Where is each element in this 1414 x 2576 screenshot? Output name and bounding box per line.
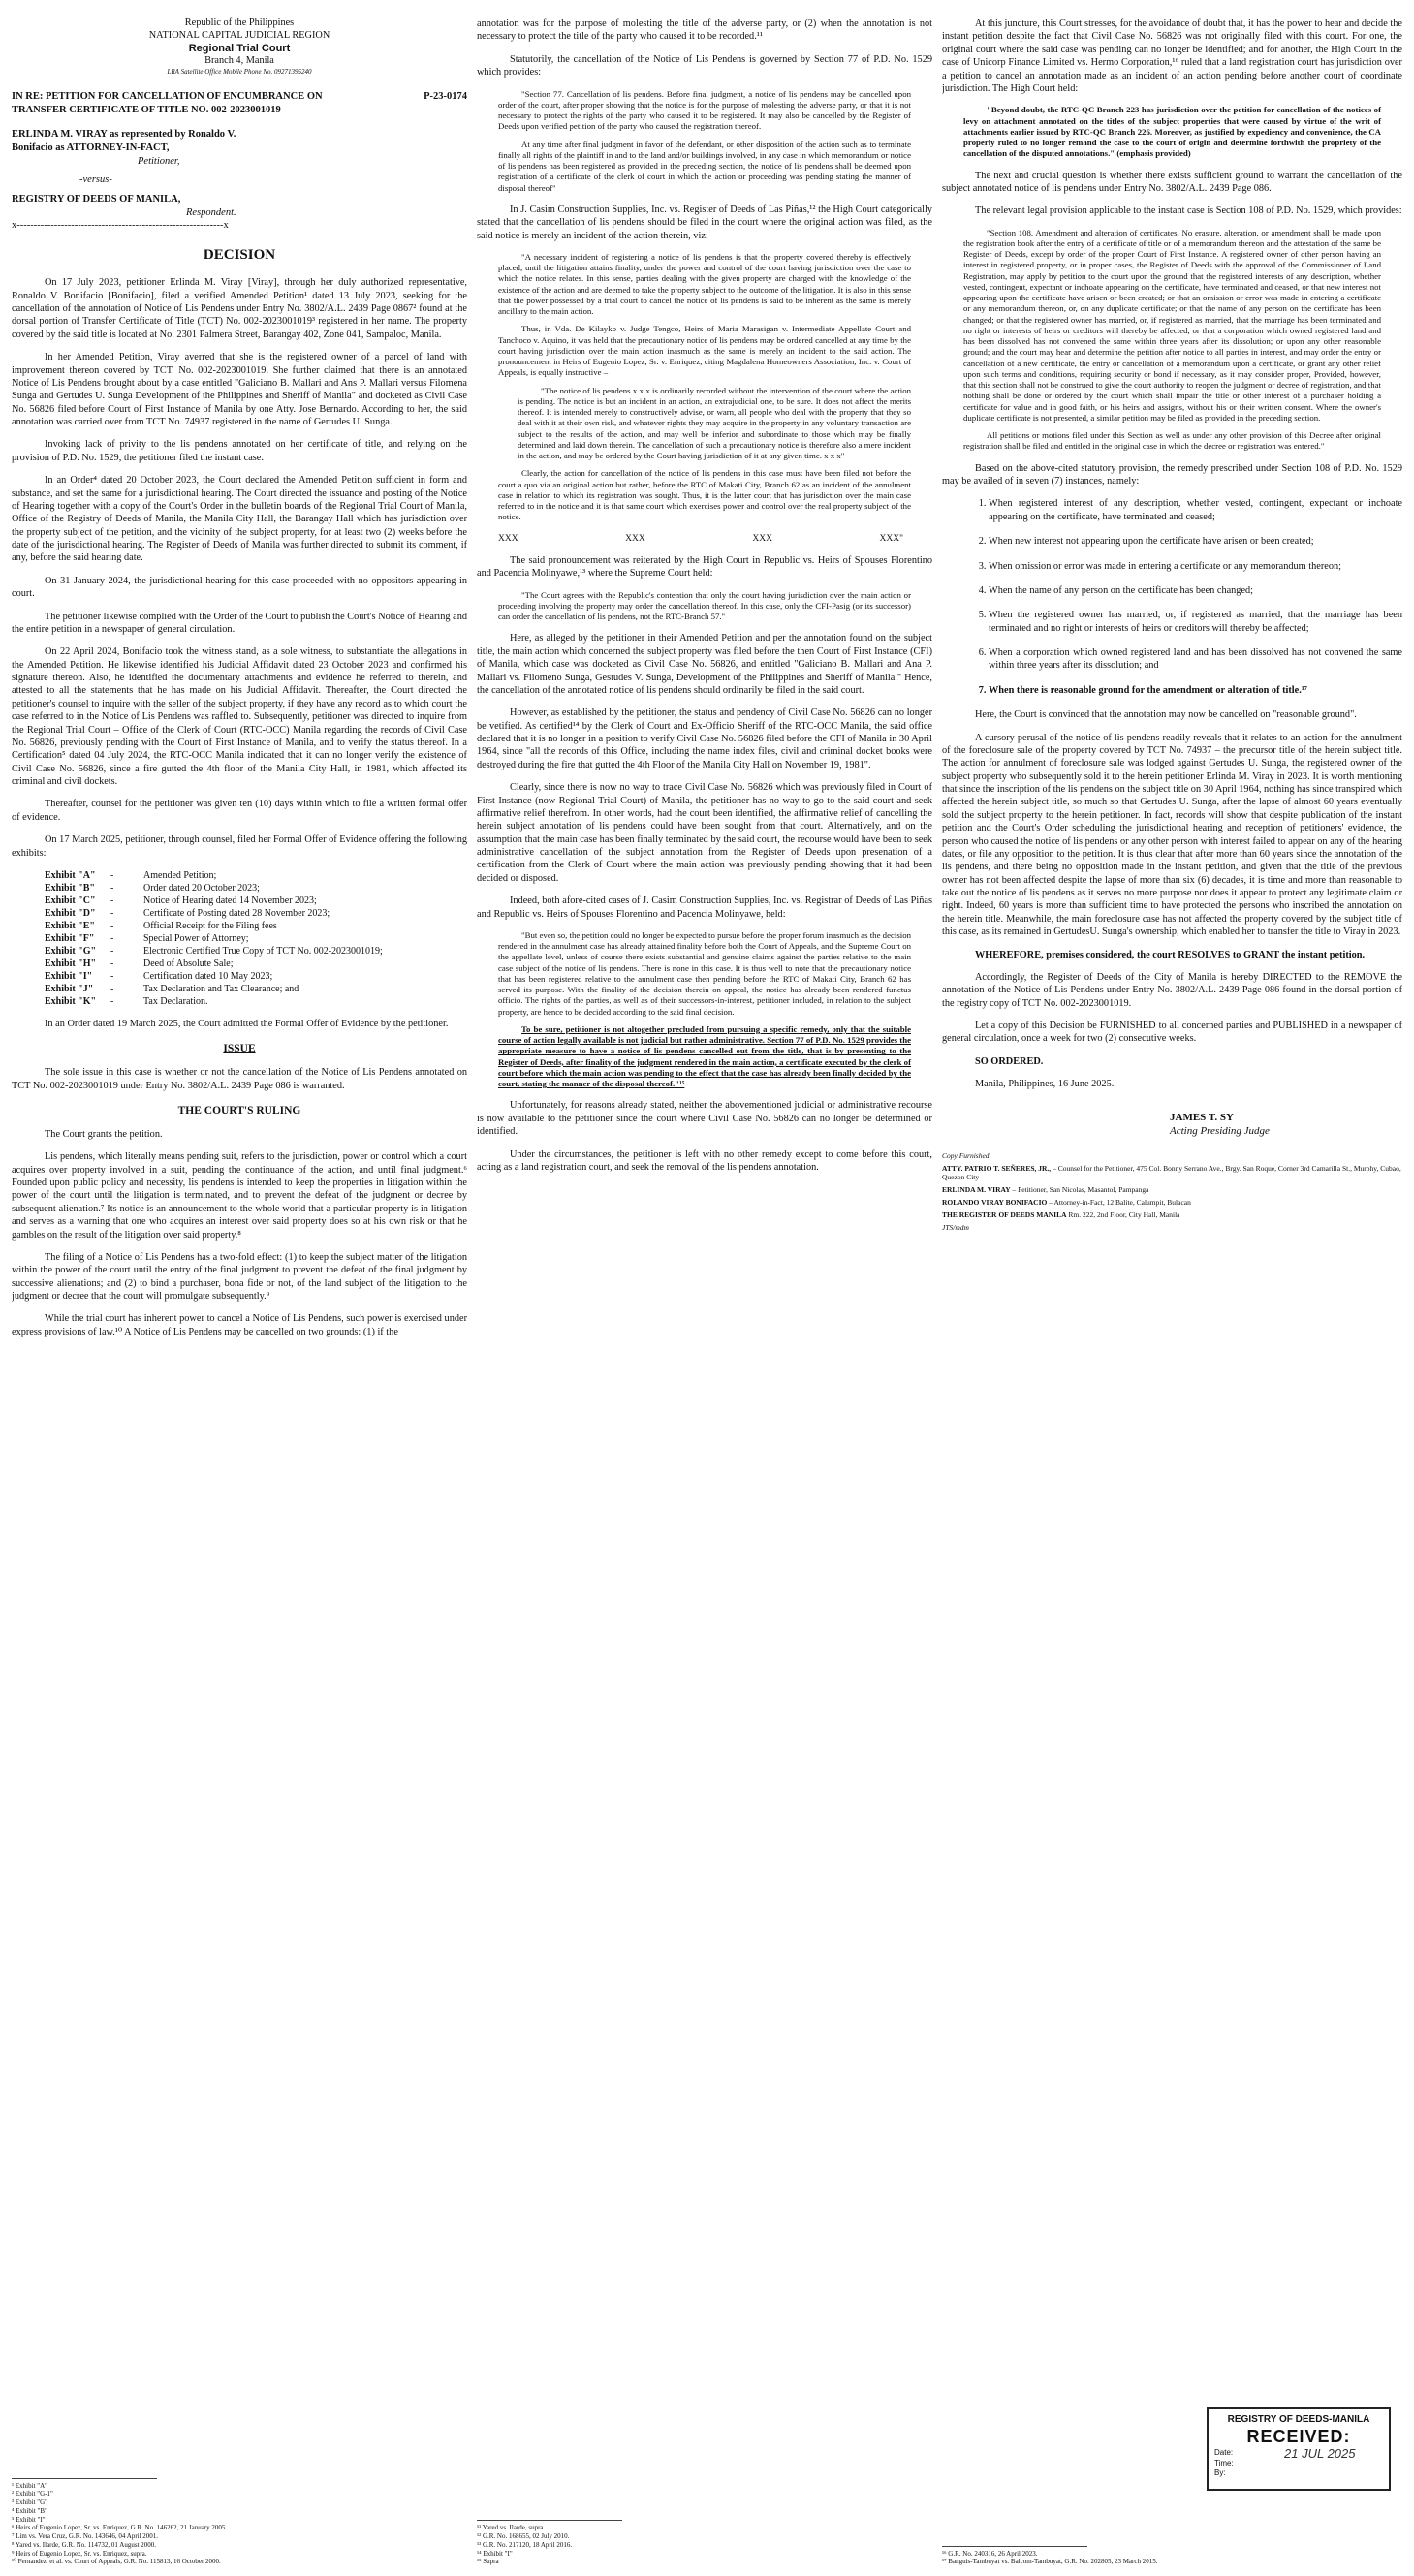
footnote: ¹ Exhibit "A" [12, 2481, 47, 2490]
copy-entry-name: ROLANDO VIRAY BONIFACIO [942, 1198, 1048, 1208]
court-header [12, 17, 467, 77]
footnotes [477, 2520, 622, 2566]
stamp-date-label: Date: [1214, 2448, 1234, 2458]
exhibit-key: Exhibit "G" [45, 945, 97, 957]
exhibit-key: Exhibit "A" [45, 869, 96, 881]
remedy-item: 6. When a corporation which owned registered land and has been dissolved has not convened the same within three years after its dissolution; and [989, 646, 1402, 673]
stamp-time-label: Time: [1214, 2458, 1234, 2467]
paragraph: Statutorily, the cancellation of the Notice of Lis Pendens is governed by Section 77 of P.D. No. 1529 which provides: [477, 53, 932, 79]
paragraph: On 31 January 2024, the jurisdictional hearing for this case proceeded with no oppositors appearing in court. [12, 575, 467, 600]
paragraph: Thereafter, counsel for the petitioner was given ten (10) days within which to file a written formal offer of evidence. [12, 799, 467, 823]
omission-mark: XXX [752, 533, 772, 544]
quote-paragraph: "The notice of lis pendens x x x is ordinarily recorded without the intervention of the court where the action is pending. The notice is but an incident in an action, an extrajudicial one, to be sure. It does not affect the merits thereof. It is intended merely to constructively advise, or warn, all people who deal with the property that they so deal with it at their own risk, and whatever rights they may acquire in the property in any voluntary transaction are subject to the results of the action, and may well be inferior and subordinate to those which may be finally determined and laid down therein. The cancellation of such a precautionary notice is therefore also a mere incident in the action, and may be ordered by the Court having jurisdiction of it at any given time. x x x" [518, 385, 911, 461]
exhibit-desc: Official Receipt for the Filing fees [143, 920, 277, 931]
exhibit-row: Exhibit "D" - Certificate of Posting dated 28 November 2023; [45, 907, 389, 920]
remedy-list [942, 497, 1402, 697]
paragraph: Invoking lack of privity to the lis pendens annotated on her certificate of title, and relying on the provision of P.D. No. 1529, the petitioner filed the instant case. [12, 439, 467, 463]
footnote: ⁸ Yared vs. Ilarde, G.R. No. 114732, 01 August 2000. [12, 2540, 156, 2549]
exhibit-key: Exhibit "F" [45, 932, 95, 944]
exhibit-key: Exhibit "E" [45, 920, 95, 931]
paragraph: However, as established by the petitioner, the status and pendency of Civil Case No. 56826 can no longer be vetified. As certified¹⁴ by the Clerk of Court and Ex-Officio Sheriff of the RTC-OCC Manila, the said office declared that it is no longer in a position to verify Civil Case No. 56826 filed before the CFI of Manila in 30 April 1964, since "all the records of this Office, including the name index files, civil and criminal docket books were destroyed during the fire that gutted the 4th Floor of the Manila City Hall on November 19, 1981". [477, 707, 932, 770]
paragraph: The next and crucial question is whether there exists sufficient ground to warrant the cancellation of the subject annotated notice of lis pendens under Entry No. 3802/A.L. 2439 Page 086. [942, 170, 1402, 194]
stamp-handwritten-date: 21 JUL 2025 [1284, 2446, 1356, 2461]
judge-role: Acting Presiding Judge [1170, 1124, 1270, 1137]
paragraph: The petitioner likewise complied with the Order of the Court to publish the Court's Notice of Hearing and the entire petition in a newspaper of general circulation. [12, 611, 467, 635]
footnote: ⁷ Lim vs. Vera Cruz, G.R. No. 143646, 04 April 2001. [12, 2532, 159, 2540]
copy-entry-detail: – Petitioner, San Nicolas, Masantol, Pampanga [1012, 1185, 1149, 1195]
exhibit-key: Exhibit "J" [45, 983, 94, 994]
exhibit-key: Exhibit "B" [45, 882, 95, 894]
footnotes [942, 2546, 1158, 2567]
paragraph: The said pronouncement was reiterated by the High Court in Republic vs. Heirs of Spouses Florentino and Pacencia Molinyawe,¹³ where the Supreme Court held: [477, 554, 932, 580]
paragraph: Under the circumstances, the petitioner is left with no other remedy except to come before this court, acting as a land registration court, and seek the removal of the lis pendens annotation. [477, 1148, 932, 1173]
block-quote [963, 105, 1381, 159]
exhibit-row: Exhibit "B" - Order dated 20 October 2023; [45, 882, 389, 895]
exhibit-desc: Special Power of Attorney; [143, 932, 249, 944]
block-quote [498, 930, 911, 1090]
quote-paragraph: "The Court agrees with the Republic's contention that only the court having jurisdiction over the main action or proceeding involving the property may order the cancellation thereof. In this case, only the CFI-Pasig (or its successor) can order the cancellation of lis pendens, not the RTC-Branch 57." [498, 589, 911, 622]
footnote: ¹⁵ Supra [477, 2558, 499, 2566]
decision-title: DECISION [203, 246, 276, 263]
exhibit-desc: Notice of Hearing dated 14 November 2023; [143, 895, 317, 906]
quote-paragraph: "A necessary incident of registering a notice of lis pendens is that the property covered thereby is effectively placed, until the litigation attains finality, under the power and control of the court having jurisdiction over the case to which the notice relates. In this sense, parties dealing with the given property are charged with the knowledge of the existence of the action and are deemed to take the property subject to the outcome of the litigation. It is also in this sense that the power possessed by a trial court to cancel the notice of lis pendens is said to be inherent as the same is merely ancillary to the main action. [498, 251, 911, 317]
paragraph: Here, as alleged by the petitioner in their Amended Petition and per the annotation found on the subject title, the main action which concerned the subject property was filed before the then Court of First Instance (CFI) of Manila, which case was docketed as Civil Case No. 56826, and entitled "Galiciano B. Mallari and Ana P. Mallari vs. Filomeno Sunga, Gestudes V. Sunga, Development of the Philippines and Sheriff of Manila." Hence, the cancellation of the annotated notice of lis pendens should ordinarily be filed in the said court. [477, 633, 932, 696]
exhibit-row: Exhibit "E" - Official Receipt for the Filing fees [45, 920, 389, 932]
paragraph: annotation was for the purpose of molesting the title of the adverse party, or (2) when the annotation is not necessary to protect the title of the party who caused it to be recorded.¹¹ [477, 18, 932, 43]
dispositive-paragraph: WHEREFORE, premises considered, the court RESOLVES to GRANT the instant petition. [975, 949, 1366, 960]
initials: JTS/mdm [942, 1223, 969, 1233]
exhibit-key: Exhibit "D" [45, 907, 96, 919]
paragraph: In her Amended Petition, Viray averred that she is the registered owner of a parcel of land with improvement thereon covered by TCT. No. 002-2023001019. She further claimed that there is an annotated Notice of Lis Pendens brought about by a case entitled "Galiciano B. Mallari and Ans P. Mallari versus Filomena Sunga and Gertudes U. Sunga Development of the Philippines and Sheriff of Manila" and docketed as Civil Case No. 56826 filed before Court of First Instance of Manila by one Atty. Jose Bernardo. According to her, the said annotation was carried over from TCT No. 74937 registered in the name of Gertudes U. Sunga. [12, 352, 467, 428]
caption-respondent-role: Respondent. [186, 206, 236, 218]
header-line-2: NATIONAL CAPITAL JUDICIAL REGION [148, 29, 330, 41]
stamp-by-label: By: [1214, 2468, 1226, 2478]
exhibit-desc: Tax Declaration. [143, 995, 208, 1007]
case-caption [12, 90, 467, 233]
exhibit-row: Exhibit "I" - Certification dated 10 May 2023; [45, 970, 389, 983]
quote-paragraph: All petitions or motions filed under this Section as well as under any other provision of this Decree after original registration shall be filed and entitled in the original case in which the decree or registration was entered." [963, 430, 1381, 452]
copy-entry-name: ATTY. PATRIO T. SEÑERES, JR., [942, 1164, 1052, 1174]
omission-mark: XXX [625, 533, 645, 544]
copy-entry [942, 1185, 1402, 1194]
exhibit-desc: Electronic Certified True Copy of TCT No. 002-2023001019; [143, 945, 383, 957]
exhibit-list [45, 869, 389, 1008]
exhibit-key: Exhibit "I" [45, 970, 93, 982]
exhibit-key: Exhibit "K" [45, 995, 97, 1007]
paragraph: In an Order⁴ dated 20 October 2023, the Court declared the Amended Petition sufficient in form and substance, and set the same for a jurisdictional hearing. The Court directed the issuance and posting of the Notice of Hearing together with a copy of the Court's Order in the bulletin boards of the Regional Trial Court of Manila, Office of the Registry of Deeds of Manila, the Manila City Hall, the Barangay Hall which has jurisdiction over the property subject of the petition, and the vicinity of the subject property, for at least two (2) weeks before the date of the jurisdictional hearing. The Register of Deeds of Manila was further directed to submit its comment, if any, before the said hearing date. [12, 475, 467, 564]
exhibit-desc: Tax Declaration and Tax Clearance; and [143, 983, 299, 994]
place-date: Manila, Philippines, 16 June 2025. [975, 1079, 1115, 1090]
footnote: ¹⁷ Banguis-Tambuyat vs. Balcom-Tambuyat, G.R. No. 202805, 23 March 2015. [942, 2558, 1158, 2566]
received-stamp [1207, 2407, 1391, 2491]
remedy-item: 3. When omission or error was made in entering a certificate or any memorandum thereon; [989, 560, 1402, 573]
quote-paragraph: "Beyond doubt, the RTC-QC Branch 223 has jurisdiction over the petition for cancellation of the notices of levy on attachment annotated on the titles of the subject properties that were caused by virtue of the writ of attachments earlier issued by RTC-QC Branch 226. Moreover, as justified by expediency and convenience, the CA properly ruled to no longer remand the case to the court of origin and determine forthwith the propriety of the cancellation of the disputed annotations." (emphasis provided) [963, 105, 1381, 159]
paragraph: In an Order dated 19 March 2025, the Court admitted the Formal Offer of Evidence by the petitioner. [45, 1018, 449, 1029]
paragraph: On 17 March 2025, petitioner, through counsel, filed her Formal Offer of Evidence offering the following exhibits: [12, 834, 467, 859]
copy-entry-detail: – Counsel for the Petitioner, 475 Col. Bonny Serrano Ave., Brgy. San Roque, Corner 3rd Camarilla St., Murphy, Cubao, Quezon City [942, 1164, 1401, 1182]
exhibit-key: Exhibit "H" [45, 958, 97, 969]
caption-in-re: IN RE: PETITION FOR CANCELLATION OF ENCUMBRANCE ON TRANSFER CERTIFICATE OF TITLE NO. 002-2023001019 [12, 91, 323, 115]
exhibit-key: Exhibit "C" [45, 895, 96, 906]
exhibit-desc: Amended Petition; [143, 869, 217, 881]
copy-entry [942, 1198, 1402, 1207]
court-name: Regional Trial Court [188, 42, 291, 54]
footnote: ⁴ Exhibit "B" [12, 2506, 47, 2515]
paragraph: Based on the above-cited statutory provision, the remedy prescribed under Section 108 of P.D. No. 1529 may be availed of in seven (7) instances, namely: [942, 462, 1402, 487]
footnote: ¹⁴ Exhibit "I" [477, 2549, 513, 2558]
paragraph: Accordingly, the Register of Deeds of the City of Manila is hereby DIRECTED to the REMOVE the annotation of the Notice of Lis Pendens under Entry No. 3802/A.L. 2439 Page 086 found in the dorsal portion of the registry copy of TCT No. 002-2023001019. [942, 971, 1402, 1009]
paragraph: Let a copy of this Decision be FURNISHED to all concerned parties and PUBLISHED in a newspaper of general circulation, once a week for two (2) consecutive weeks. [942, 1021, 1402, 1045]
copy-entry [942, 1210, 1402, 1219]
column-2 [477, 17, 932, 2566]
remedy-item: 2. When new interest not appearing upon the certificate have arisen or been created; [989, 535, 1402, 548]
paragraph: A cursory perusal of the notice of lis pendens readily reveals that it relates to an action for the annulment of the foreclosure sale of the property covered by TCT No. 74937 – the precursor title of the herein subject title. The action for annulment of foreclosure sale was lodged against Gertudes U. Sunga, the registered owner of the subject property who subsequently sold it to the herein petitioner Erlinda M. Viray in 2023. It is worth mentioning that since the inscription of the lis pendens on the subject title on 30 April 1964, nothing has since transpired which affected the herein subject title, so much so that Gertudes U. Sunga, after the lapse of almost 60 years eventually sold the subject property to the herein petitioner. In fact, records will show that despite publication of the instant petition and the Court's Order scheduling the jurisdictional hearing and reception of petitioners' evidence, the person who caused the notice of lis pendens or any other person with interest failed to appear on any of the hearing dates, or file any opposition to the petition. It is thus clear that after more than 60 years since the annotation of the lis pendens, and there being no opposition made in the instant petition, and given that the title of the previous owner has not been affected despite the lapse of more than six (6) decades, it is time and more than reasonable to take out the notice of lis pendens as it serves no more purpose nor does it appear to protect any legitimate claim or right. Indeed, 60 years is more than sufficient time to have protected the persons who inscribed the annotation on the herein title. Meanwhile, the main foreclosure case has not affected the property covered by the subject title of this case, as its remained in GertudesU. Sunga's ownership, which enabled her to transfer the title to Viray in 2023. [942, 732, 1402, 938]
paragraph: The Court grants the petition. [45, 1128, 163, 1140]
exhibit-desc: Order dated 20 October 2023; [143, 882, 260, 894]
judge-name: JAMES T. SY [1170, 1111, 1234, 1123]
remedy-item: 5. When the registered owner has married, or, if registered as married, that the marriage has been terminated and no right or interests of heirs or creditors will thereby be affected; [989, 609, 1402, 635]
quote-paragraph: "Section 77. Cancellation of lis pendens. Before final judgment, a notice of lis pendens may be cancelled upon order of the court, after proper showing that the notice is for the purpose of molesting the adverse party, or that it is not necessary to protect the rights of the party who caused it to be registered. It may also be cancelled by the Register of Deeds upon verified petition of the party who caused the registration thereof. [498, 88, 911, 132]
block-quote [963, 228, 1381, 453]
case-number: P-23-0174 [424, 91, 467, 103]
issue-heading: ISSUE [223, 1043, 256, 1055]
quote-paragraph: At any time after final judgment in favor of the defendant, or other disposition of the action such as to terminate finally all rights of the plaintiff in and to the land and/or buildings involved, in any case in which memorandum or notice of lis pendens has been registered as provided in the preceding section, the notice of lis pendens shall be deemed upon registration of a certificate of the clerk of court in which the action or proceeding was pending stating the manner of disposal thereof" [498, 139, 911, 193]
exhibit-row: Exhibit "J" - Tax Declaration and Tax Clearance; and [45, 983, 389, 995]
exhibit-desc: Certificate of Posting dated 28 November 2023; [143, 907, 330, 919]
paragraph: Here, the Court is convinced that the annotation may now be cancelled on "reasonable ground". [975, 709, 1357, 721]
footnotes [12, 2478, 228, 2567]
header-line-5: LRA Satellite Office Mobile Phone No. 09271395240 [167, 68, 312, 77]
paragraph: On 22 April 2024, Bonifacio took the witness stand, as a sole witness, to substantiate the allegations in the Amended Petition. He likewise identified his Judicial Affidavit dated 23 October 2023 and confirmed his signature thereon. Also, he identified the documentary attachments and evidence he referred to therein, and attested to all the statements that he has made on his Judicial Affidavit. Thereafter, the Court directed the petitioner's counsel to inquire with the seller of the subject property, if they have any record as to which court the case referred to in the Notice of Lis Pendens was raffled to. Subsequently, petitioner was directed to inquire from the Regional Trial Court – Office of the Clerk of Court (RTC-OCC) Manila regarding the records of Civil Case No. 56826, previously pending with the Court of First Instance of Manila, and to verify the status thereof. In a Certification⁵ dated 04 July 2024, the RTC-OCC Manila indicated that it can no longer verify the existence of Civil Case No. 56826, since a fire gutted the 4th floor of the Manila City Hall, in 1981, which affected its criminal and civil dockets. [12, 646, 467, 788]
paragraph: The relevant legal provision applicable to the instant case is Section 108 of P.D. No. 1529, which provides: [975, 205, 1402, 217]
column-3 [942, 17, 1402, 2566]
footnote: ¹⁶ G.R. No. 240316, 26 April 2023. [942, 2549, 1038, 2558]
remedy-item: 4. When the name of any person on the certificate has been changed; [989, 584, 1402, 597]
omission-marks [477, 533, 932, 545]
so-ordered: SO ORDERED. [975, 1055, 1044, 1067]
paragraph: Lis pendens, which literally means pending suit, refers to the jurisdiction, power or control which a court acquires over property involved in a suit, pending the continuance of the action, and until final judgment.⁶ Founded upon public policy and necessity, lis pendens is intended to keep the properties in litigation within the power of the court until the litigation is terminated, and to prevent the defeat of the judgment or decree by subsequent alienation.⁷ Its notice is an announcement to the whole world that a particular property is in litigation and serves as a warning that one who acquires an interest over said property does so at his own risk or that he gambles on the result of the litigation over said property.⁸ [12, 1151, 467, 1241]
copy-entry-detail: Rm. 222, 2nd Floor, City Hall, Manila [1068, 1210, 1180, 1220]
copy-entry-detail: – Attorney-in-Fact, 12 Balite, Calumpit, Bulacan [1049, 1198, 1191, 1208]
footnote: ¹⁰ Fernandez, et al. vs. Court of Appeals, G.R. No. 115813, 16 October 2000. [12, 2558, 221, 2566]
paragraph: In J. Casim Construction Supplies, Inc. vs. Register of Deeds of Las Piñas,¹² the High Court categorically stated that the cancellation of lis pendens should be filed in the court where the original action was filed, as the said notice is merely an incident of the action therein, viz: [477, 204, 932, 241]
paragraph: On 17 July 2023, petitioner Erlinda M. Viray [Viray], through her duly authorized representative, Ronaldo V. Bonifacio [Bonifacio], filed a verified Amended Petition¹ dated 13 July 2023, seeking for the cancellation of the annotation of Notice of Lis Pendens under Entry No. 3802/A.L. 2439 Page 0867² found at the dorsal portion of Transfer Certificate of Title (TCT) No. 002-2023001019³ registered in her name. The property covered by the said title is located at No. 2301 Palmera Street, Barangay 402, Zone 041, Sampaloc, Manila. [12, 277, 467, 340]
footnote: ³ Exhibit "G" [12, 2498, 47, 2506]
footnote: ¹² G.R. No. 168655, 02 July 2010. [477, 2532, 570, 2540]
exhibit-row: Exhibit "K" - Tax Declaration. [45, 995, 389, 1008]
paragraph: While the trial court has inherent power to cancel a Notice of Lis Pendens, such power is exercised under express provisions of law.¹⁰ A Notice of Lis Pendens may be cancelled on two grounds: (1) if the [12, 1313, 467, 1337]
footnote: ⁶ Heirs of Eugenio Lopez, Sr. vs. Enriquez, G.R. No. 146262, 21 January 2005. [12, 2524, 228, 2532]
caption-rule: x-------------------------------------------------------------x [12, 220, 229, 232]
exhibit-desc: Certification dated 10 May 2023; [143, 970, 273, 982]
column-1 [12, 17, 467, 2566]
quote-paragraph: Thus, in Vda. De Kilayko v. Judge Tengco, Heirs of Maria Marasigan v. Intermediate Appellate Court and Tanchoco v. Aquino, it was held that the precautionary notice of lis pendens may be ordered cancelled at any time by the court having jurisdiction over the main action inasmuch as the same is merely an incident to the said action. The pronouncement in Heirs of Eugenio Lopez, Sr. v. Enriquez, citing Magdalena Homeowners Association, Inc. v. Court of Appeals, is equally instructive – [498, 324, 911, 378]
header-line-1: Republic of the Philippines [184, 17, 295, 28]
branch-name: Branch 4, Manila [204, 55, 274, 67]
footnote: ¹³ G.R. No. 217120, 18 April 2016. [477, 2540, 573, 2549]
copy-entry-name: THE REGISTER OF DEEDS MANILA [942, 1210, 1067, 1220]
paragraph: The filing of a Notice of Lis Pendens has a two-fold effect: (1) to keep the subject matter of the litigation within the power of the court until the entry of the final judgment to prevent the defeat of the final judgment by successive alienations; and (2) to bind a purchaser, bona fide or not, of the land subject of the litigation to the judgment or decree that the court will promulgate subsequently.⁹ [12, 1251, 467, 1303]
omission-mark: XXX" [879, 533, 903, 544]
copy-furnished-label: Copy Furnished [942, 1151, 990, 1161]
quote-paragraph: To be sure, petitioner is not altogether precluded from pursuing a specific remedy, only that the suitable course of action legally available is not judicial but rather administrative. Section 77 of P.D. No. 1529 provides the appropriate measure to have a notice of lis pendens cancelled out from the title, that is by presenting to the Register of Deeds, after finality of the judgment rendered in the main action, a certificate executed by the clerk of court before which the main action was pending to the effect that the case has already been finally decided by the court, stating the manner of the disposal thereof."¹⁵ [498, 1023, 911, 1089]
paragraph: Unfortunately, for reasons already stated, neither the abovementioned judicial or administrative recourse is now available to the petitioner since the court where Civil Case No. 56826 can no longer be determined or identified. [477, 1100, 932, 1138]
footnote: ⁵ Exhibit "I" [12, 2515, 46, 2524]
caption-versus: -versus- [79, 174, 112, 186]
quote-paragraph: "But even so, the petition could no longer be expected to pursue before the proper forum inasmuch as the decision rendered in the annulment case has already attained finality before both the Court of Appeals, and the Supreme Court on the appellate level, unless of course there exists substantial and genuine claims against the parties relative to the main case subject of the notice of lis pendens. There is none in this case. It is thus well to note that the precautionary notice that has been registered relative to the annulment case then pending before the RTC of Makati City, Branch 62 has served its purpose. With the finality of the decision therein on appeal, the notice has already been rendered functus officio. The rights of the parties, as well as of their successors-in-interest, petitioner included, in relation to the subject property, are hence to be decided according to the said final decision. [498, 929, 911, 1017]
exhibit-row: Exhibit "A" - Amended Petition; [45, 869, 389, 882]
ruling-heading: THE COURT'S RULING [177, 1105, 301, 1117]
copy-furnished [942, 1151, 1402, 1232]
caption-respondent: REGISTRY OF DEEDS OF MANILA, [12, 193, 181, 204]
paragraph: The sole issue in this case is whether or not the cancellation of the Notice of Lis Pendens annotated on TCT No. 002-2023001019 under Entry No. 3802/A.L. 2439 Page 086 is warranted. [12, 1067, 467, 1091]
block-quote [498, 89, 911, 194]
exhibit-desc: Deed of Absolute Sale; [143, 958, 234, 969]
omission-mark: XXX [498, 533, 518, 544]
stamp-title: REGISTRY OF DEEDS-MANILA [1227, 2414, 1370, 2425]
stamp-received: RECEIVED: [1246, 2427, 1351, 2446]
exhibit-row: Exhibit "F" - Special Power of Attorney; [45, 932, 389, 945]
remedy-item: 1. When registered interest of any description, whether vested, contingent, expectant or inchoate appearing on the certificate, have terminated and ceased; [989, 497, 1402, 523]
signature-block [942, 1111, 1402, 1139]
quote-paragraph: "Section 108. Amendment and alteration of certificates. No erasure, alteration, or amendment shall be made upon the registration book after the entry of a certificate of title or of a memorandum thereon and the attestation of the same be Register of Deeds, except by order of the proper Court of First Instance. A registered owner of other person having an interest in registered property, or in proper cases, the Register of Deeds with the approval of the Commissioner of Land Registration, may apply by petition to the court upon the ground that the registered interests of any description, whether vested, contingent, expectant or inchoate appearing on the certificate, have terminated and ceased, or that new interest not appearing upon the certificate have arisen or been created; or that an omission or error was made in entering a certificate or any memorandum thereon, or, on any duplicate certificate; or that the name of any person on the certificate has been changed; or that the registered owner has married, or, if registered as married, that the marriage has been terminated and no right or interests of heirs or creditors will thereby be affected, or that a corporation which owned registered land and has been dissolved has not convened the same within three years after its dissolution; or upon any other reasonable ground; and the court may hear and determine the petition after notice to all parties in interest, and may order the entry or cancellation of a new certificate, the entry or cancellation of a memorandum upon a certificate, or grant any other relief upon such terms and conditions, requiring security or bond if necessary, as it may consider proper, Provided, however, that this section shall not be construed to give the court authority to reopen the judgment or decree of registration, and that nothing shall be done or ordered by the court which shall impair the title or other interest of a purchaser holding a certificate for value and in good faith, or his heirs and assigns, without his or their written consent. Where the owner's duplicate certificate is not presented, a similar petition may be filed as provided in the preceding section. [963, 227, 1381, 423]
footnote: ² Exhibit "G-1" [12, 2490, 53, 2498]
footnote: ⁹ Heirs of Eugenio Lopez, Sr. vs. Enriquez, supra. [12, 2549, 147, 2558]
copy-entry [942, 1164, 1402, 1181]
caption-petitioner-role: Petitioner, [138, 155, 180, 167]
paragraph: Clearly, since there is now no way to trace Civil Case No. 56826 which was previously filed in Court of First Instance (now Regional Trial Court) of Manila, the petitioner has no way to go to the said court and seek affirmative relief therefrom. In other words, had the court been identified, the affirmative relief of cancelling the herein subject annotation of lis pendens could have been sought from that court. Alternatively, and on the assumption that the main case has been finally terminated by the said court, the recourse would have been to seek administrative cancellation of the subject annotation from the Register of Deeds upon presenation of a certification from the Clerk of Court where the main action was previously pending showing that it had been decided or disposed. [477, 782, 932, 884]
paragraph: At this juncture, this Court stresses, for the avoidance of doubt that, it has the power to hear and decide the instant petition despite the fact that Civil Case No. 56826 was not originally filed with this court. For one, the original court where the said case was pending can no longer be identified; and for another, the High Court in the case of Unicorp Finance Limited vs. Hermo Corporation,¹⁶ ruled that a land registration court has jurisdiction over a petition to cancel an annotation made as an incident of an action pending before another court of coordinate jurisdiction. The High Court held: [942, 18, 1402, 94]
footnote: ¹¹ Yared vs. Ilarde, supra. [477, 2524, 546, 2532]
caption-petitioner: ERLINDA M. VIRAY as represented by Ronaldo V. Bonifacio as ATTORNEY-IN-FACT, [12, 129, 236, 153]
copy-entry-name: ERLINDA M. VIRAY [942, 1185, 1011, 1195]
exhibit-row: Exhibit "H" - Deed of Absolute Sale; [45, 958, 389, 970]
exhibit-row: Exhibit "G" - Electronic Certified True Copy of TCT No. 002-2023001019; [45, 945, 389, 958]
remedy-item: 7. When there is reasonable ground for the amendment or alteration of title.¹⁷ [989, 684, 1402, 697]
quote-paragraph: Clearly, the action for cancellation of the notice of lis pendens in this case must have been filed not before the court a quo via an original action but rather, before the RTC of Makati City, Branch 62 as an incident of the annulment case in relation to which its registration was sought. Thus, it is the latter court that has jurisdiction over the main case referred to in the notice and it is that same court which exercises power and control over the real property subject of the notice. [498, 468, 911, 522]
block-quote [498, 252, 911, 523]
exhibit-row: Exhibit "C" - Notice of Hearing dated 14 November 2023; [45, 895, 389, 907]
block-quote [498, 590, 911, 623]
paragraph: Indeed, both afore-cited cases of J. Casim Construction Supplies, Inc. vs. Registrar of Deeds of Las Piñas and Republic vs. Heirs of Spouses Florentino and Pacencia Molinyawe, held: [477, 895, 932, 920]
